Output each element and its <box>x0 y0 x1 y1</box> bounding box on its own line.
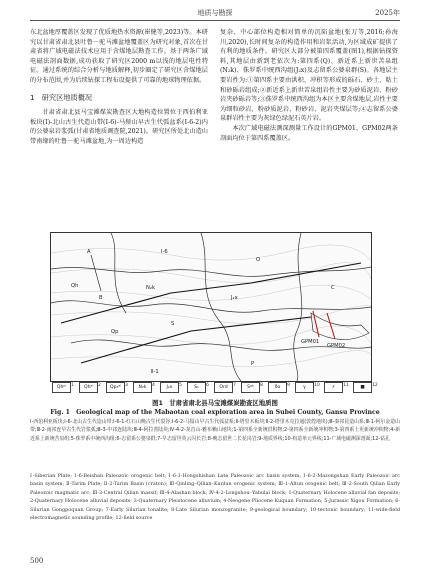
legend-item-4: N₂k <box>133 382 152 393</box>
journal-year: 2025年 <box>375 9 400 17</box>
map-legend <box>52 382 382 394</box>
legend-item-11: ⚡ <box>324 382 343 393</box>
legend-item-7: Ord <box>214 382 233 393</box>
legend-item-1: Qhᵖˡ <box>52 382 71 393</box>
legend-item-10: γ <box>295 382 314 393</box>
tectonic-label-i6: Ⅰ-6 <box>161 249 168 255</box>
figure-legend-cn: Ⅰ-西伯利亚板块;Ⅰ-6-北山古生代造山带;Ⅰ-6-1-红石山晚古生代裂谷;Ⅰ-6-2-马鬃山早古生代弧盆系;Ⅱ-塔里木板块;Ⅱ-2-塔里木克拉通(敦煌地块);Ⅲ-秦祁昆造山系;Ⅲ-1-阿尔金造山带;Ⅲ-2-南祁连早古生代岩浆弧;Ⅲ-3-中祁连陆块;Ⅲ-4-阿拉善陆块;Ⅳ-4-2-龙首山-雅布赖山地块;1-第四系全新统洪积物;2-第四系全新统冲积物;3-第四系上更新统冲积物;4-新近系上新统苦泉组;5-侏罗系中统西沟组;6-志留系公婆泉群;7-早志留世英云闪长岩;8-晚志留世二长花岗岩;9-地质界线;10-构造单元界线;11-广域电磁测深剖面;12-钻孔 <box>30 419 400 442</box>
unit-label-n2k: N₂k <box>146 285 155 291</box>
legend-number-3: 3 <box>125 383 128 388</box>
legend-number-5: 5 <box>179 383 182 388</box>
legend-number-1: 1 <box>71 383 74 388</box>
figure-caption-en: Fig. 1 Geological map of the Mabaotan coal exploration area in Subei County, Gansu Province <box>50 409 380 416</box>
legend-number-4: 4 <box>152 383 155 388</box>
unit-label-s: S <box>171 321 175 327</box>
legend-item-6: S₁ <box>187 382 206 393</box>
figure-legend-en: Ⅰ-Siberian Plate; Ⅰ-6-Beishan Paleozoic orogenic belt; Ⅰ-6-1-Hongshishan Late Paleozoic arc basin system; Ⅰ-6-2-Mazongshan Early Paleozoic arc basin system; Ⅱ-Tarim Plate; Ⅱ-2-Tarim Basin (craton); Ⅲ-Qinling–Qilian–Kunlun orogenic system; Ⅲ-1-Altun orogenic belt; Ⅲ-2-South Qilian Early Paleozoic magmatic arc; Ⅲ-3-Central Qilian massif; Ⅲ-4-Alashan block; Ⅳ-4-2-Longshou–Yabulai block; 1-Quaternary Holocene alluvial fan deposits; 2-Quaternary Holocene alluvial deposits; 3-Quaternary Pleistocene alluvium; 4-Neogene Pliocene Kuquan Formation; 5-Jurassic Xigou Formation; 6-Silurian Gongpoquan Group; 7-Early Silurian tonalite; 8-Late Silurian monzogranite; 9-geological boundary; 10-tectonic boundary; 11-wide-field electromagnetic sounding profile; 12-field source <box>30 473 400 522</box>
legend-item-12: ■ <box>353 382 372 393</box>
profile-label-gpm01: GPM01 <box>301 339 320 345</box>
legend-item-3: Qp₃ᵃˡ <box>106 382 125 393</box>
tectonic-label-ii1: Ⅱ-1 <box>151 369 159 375</box>
left-paragraph-1: 东北盆地厚覆盖区发现了优质地热水资源(崔健等,2023)等。本研究以甘肃省肃北县吐鲁－驼马滩盆地覆盖区为研究对象,首次在甘肃省将广域电磁法技术应用于含煤地层勘查工作。基于两条广域电磁法剖面数据,成功获取了研究区2000 m以浅的地层电性特征。通过系统的综合分析与地质解释,初步圈定了研究区含煤地层的分布范围,并为后续钻探工程布设提供了可靠的地球物理依据。 <box>30 29 208 84</box>
right-paragraph-2: 本次广域电磁法测深测量工作设计的GPM01、GPM02两条剖面均位于第四系覆盖区。 <box>220 124 398 142</box>
survey-profiles <box>313 311 335 339</box>
legend-number-9: 9 <box>287 383 290 388</box>
legend-number-6: 6 <box>206 383 209 388</box>
legend-number-11: 11 <box>343 383 349 388</box>
page-header <box>30 6 400 22</box>
fault-lines <box>61 263 361 363</box>
section-title: 1 研究区地质概况 <box>30 92 93 102</box>
page-number: 500 <box>30 557 44 565</box>
geological-map <box>50 232 372 382</box>
section-line <box>91 255 101 291</box>
legend-item-2: Qhᵃˡ <box>79 382 98 393</box>
figure-caption-cn: 图1 甘肃省肃北县马宝滩煤炭勘查区地质图 <box>152 399 278 407</box>
unit-label-o: O <box>256 257 261 263</box>
legend-number-2: 2 <box>98 383 101 388</box>
geological-map-drawing <box>51 233 371 381</box>
unit-label-c: C <box>331 285 335 291</box>
right-paragraph-1: 复杂、中心部位构造相对简单的沉陷盆地(张万等,2016;孙海川,2020),长时间复杂的构造作用和岩浆活动,为区域成矿提供了有利的地质条件。研究区大部分被第四系覆盖(图1),根据钻探资料,其地层由新到老依次为:第四系(Q)、新近系上新世苦泉组(N₂k)、侏罗系中统西沟组(J₂x)及志留系公婆泉群(S)。各地层主要岩性为:①第四系主要由洪积、冲积等形成的砾石、砂土、粘土和砂砾岩组成;②新近系上新世苦泉组岩性主要为砂质泥岩、粉砂岩夹砂砾岩等;③侏罗系中统西沟组为本区主要含煤地层,岩性主要为细粒砂岩、粉砂质泥岩、粉砂岩、泥岩夹煤层等;④志留系公婆泉群岩性主要为灰绿色绿泥石英片岩。 <box>220 29 398 123</box>
legend-item-5: J₂x <box>160 382 179 393</box>
geological-boundaries <box>51 233 371 381</box>
legend-number-8: 8 <box>260 383 263 388</box>
legend-item-9: δo <box>268 382 287 393</box>
map-point-b: B <box>99 295 103 301</box>
header-rule <box>30 20 400 21</box>
map-point-a: A <box>87 249 91 255</box>
legend-number-7: 7 <box>233 383 236 388</box>
legend-item-8: Sᵍᵇ <box>241 382 260 393</box>
left-paragraph-2: 甘肃省肃北县马宝滩煤炭勘查区大地构造位置位于西伯利亚板块(Ⅰ)-北山古生代造山带(Ⅰ-6)-马鬃山早古生代弧盆系(Ⅰ-6-2)内的公婆泉岩浆弧(甘肃省地质调查院,2021)。研究区所处北山造山带南缘的吐鲁－驼马滩盆地,为一周边构造 <box>30 109 208 145</box>
right-column <box>220 28 398 143</box>
unit-label-j2x: J₂x <box>231 295 238 301</box>
legend-number-12: 12 <box>372 383 378 388</box>
unit-label-p: P <box>251 361 255 367</box>
profile-label-gpm02: GPM02 <box>327 343 346 349</box>
journal-name: 地质与勘探 <box>197 9 233 17</box>
left-column <box>30 28 208 147</box>
unit-label-qh: Qh <box>71 283 79 289</box>
legend-number-10: 10 <box>314 383 320 388</box>
unit-label-qp: Qp <box>111 329 119 335</box>
